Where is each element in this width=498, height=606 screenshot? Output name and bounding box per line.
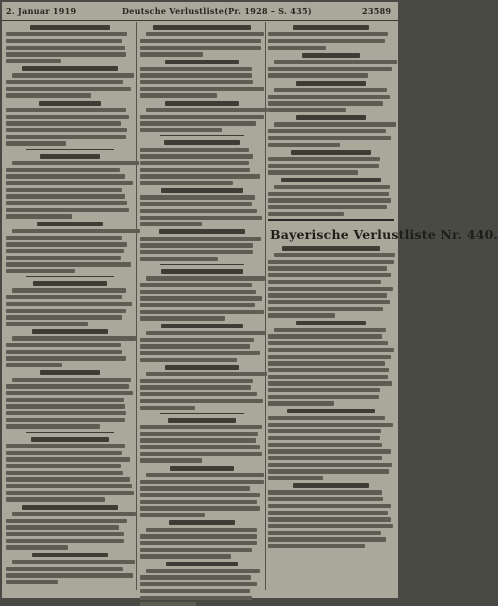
text-line	[140, 582, 257, 586]
entry-separator	[26, 149, 114, 150]
text-line	[6, 464, 121, 468]
text-line	[140, 67, 252, 71]
text-line	[268, 260, 394, 264]
text-line	[140, 115, 264, 119]
regiment-heading	[40, 370, 100, 375]
regiment-heading	[169, 520, 236, 525]
text-line	[274, 122, 396, 126]
regiment-heading	[30, 25, 110, 30]
text-line	[6, 135, 126, 139]
regiment-heading	[161, 269, 243, 274]
text-line	[268, 170, 358, 174]
text-line	[268, 381, 392, 385]
text-line	[6, 477, 130, 481]
regiment-heading	[161, 188, 242, 193]
entry-separator	[160, 135, 244, 136]
text-line	[6, 424, 100, 428]
text-line	[6, 398, 124, 402]
text-line	[140, 432, 258, 436]
text-line	[6, 188, 122, 192]
text-line	[140, 161, 249, 165]
text-line	[6, 363, 62, 367]
text-line	[6, 418, 125, 422]
text-line	[6, 315, 122, 319]
regiment-heading	[282, 246, 380, 251]
text-line	[268, 280, 381, 284]
text-line	[140, 458, 202, 462]
text-line	[268, 334, 382, 338]
entry-separator	[26, 276, 114, 277]
text-line	[140, 296, 262, 300]
text-line	[140, 87, 264, 91]
text-line	[6, 580, 58, 584]
text-line	[140, 303, 255, 307]
text-line	[268, 293, 387, 297]
text-line	[268, 192, 389, 196]
regiment-heading	[291, 150, 371, 155]
text-line	[268, 273, 391, 277]
text-line	[140, 493, 260, 497]
text-line	[268, 313, 335, 317]
text-line	[146, 32, 264, 36]
text-line	[268, 531, 381, 535]
text-line	[274, 60, 397, 64]
text-line	[140, 168, 250, 172]
text-line	[6, 32, 127, 36]
regiment-heading	[287, 409, 375, 414]
text-line	[140, 283, 252, 287]
text-line	[274, 253, 395, 257]
text-line	[140, 452, 262, 456]
text-line	[268, 388, 380, 392]
text-line	[140, 548, 252, 552]
text-line	[268, 476, 323, 480]
text-line	[146, 372, 267, 376]
text-line	[268, 511, 388, 515]
regiment-heading	[153, 25, 251, 30]
text-line	[268, 95, 390, 99]
text-line	[140, 154, 253, 158]
text-line	[6, 208, 129, 212]
text-line	[146, 276, 265, 280]
text-line	[140, 52, 203, 56]
text-line	[12, 512, 136, 516]
text-column-right	[268, 22, 498, 590]
text-line	[6, 87, 131, 91]
text-line	[268, 67, 392, 71]
text-line	[268, 524, 393, 528]
text-line	[268, 205, 387, 209]
regiment-heading	[32, 553, 107, 558]
text-line	[12, 288, 126, 292]
text-line	[6, 411, 126, 415]
text-line	[6, 236, 122, 240]
text-line	[140, 385, 251, 389]
text-line	[140, 93, 217, 97]
regiment-heading	[161, 324, 244, 329]
text-line	[268, 32, 388, 36]
header-page-number: 23589	[362, 6, 392, 16]
text-line	[268, 368, 389, 372]
regiment-heading	[296, 81, 366, 86]
text-line	[268, 416, 385, 420]
text-line	[268, 39, 385, 43]
text-line	[6, 384, 129, 388]
text-line	[140, 379, 253, 383]
text-line	[268, 504, 391, 508]
text-line	[268, 429, 381, 433]
text-line	[268, 129, 386, 133]
text-line	[6, 350, 122, 354]
text-line	[6, 497, 105, 501]
text-line	[6, 539, 124, 543]
text-line	[6, 573, 133, 577]
text-line	[140, 506, 260, 510]
text-line	[12, 378, 131, 382]
text-line	[140, 534, 257, 538]
text-line	[6, 194, 125, 198]
text-line	[140, 425, 262, 429]
text-line	[140, 243, 253, 247]
text-line	[140, 121, 256, 125]
text-line	[6, 93, 91, 97]
page-header	[2, 2, 398, 21]
text-line	[6, 52, 126, 56]
text-line	[6, 80, 123, 84]
text-line	[6, 343, 121, 347]
text-line	[268, 361, 385, 365]
entry-separator	[160, 413, 244, 414]
newspaper-page	[2, 2, 498, 598]
text-line	[140, 80, 253, 84]
text-line	[268, 469, 389, 473]
text-line	[268, 355, 391, 359]
text-line	[6, 545, 68, 549]
text-line	[268, 375, 388, 379]
text-line	[268, 436, 380, 440]
regiment-heading	[164, 140, 240, 145]
text-line	[6, 295, 122, 299]
section-title: Bayerische Verlustliste Nr. 440.	[270, 226, 498, 242]
text-line	[146, 569, 260, 573]
text-line	[6, 322, 88, 326]
text-line	[140, 399, 263, 403]
text-line	[274, 88, 387, 92]
text-line	[140, 554, 231, 558]
text-column-left	[6, 22, 134, 590]
regiment-heading	[168, 418, 236, 423]
text-line	[6, 181, 133, 185]
text-line	[6, 302, 132, 306]
text-line	[140, 181, 233, 185]
text-line	[268, 101, 383, 105]
regiment-heading	[296, 115, 366, 120]
text-line	[268, 164, 379, 168]
regiment-heading	[281, 178, 381, 183]
regiment-heading	[22, 66, 119, 71]
text-line	[140, 195, 255, 199]
regiment-heading	[165, 60, 239, 65]
text-line	[268, 157, 380, 161]
regiment-heading	[165, 101, 238, 106]
text-line	[140, 500, 257, 504]
text-line	[140, 148, 249, 152]
header-issue: (Pr. 1928 – S. 435)	[224, 6, 312, 16]
text-line	[6, 141, 66, 145]
regiment-heading	[39, 101, 100, 106]
text-line	[6, 256, 121, 260]
text-line	[6, 249, 124, 253]
text-line	[268, 395, 379, 399]
text-line	[12, 560, 135, 564]
text-line	[140, 290, 256, 294]
regiment-heading	[293, 25, 369, 30]
header-date: 2. Januar 1919	[6, 6, 77, 16]
regiment-heading	[37, 222, 102, 227]
text-line	[12, 229, 140, 233]
text-line	[268, 266, 387, 270]
text-line	[140, 202, 252, 206]
text-line	[140, 73, 252, 77]
text-line	[6, 309, 126, 313]
regiment-heading	[302, 53, 360, 58]
text-line	[268, 46, 326, 50]
text-line	[12, 336, 136, 340]
regiment-heading	[32, 329, 108, 334]
text-line	[274, 185, 390, 189]
text-line	[6, 59, 61, 63]
text-line	[268, 73, 368, 77]
column-rule	[136, 22, 137, 590]
text-line	[140, 480, 264, 484]
regiment-heading	[296, 321, 367, 326]
text-line	[12, 73, 134, 77]
text-line	[140, 316, 225, 320]
text-line	[140, 257, 218, 261]
text-line	[268, 108, 346, 112]
regiment-heading	[293, 483, 370, 488]
regiment-heading	[33, 281, 106, 286]
text-line	[6, 108, 126, 112]
section-rule	[268, 219, 394, 221]
text-line	[140, 174, 260, 178]
header-title: Deutsche Verlustliste	[122, 6, 225, 16]
text-line	[6, 532, 124, 536]
text-line	[146, 528, 257, 532]
text-line	[140, 358, 237, 362]
text-line	[268, 517, 391, 521]
text-line	[6, 491, 134, 495]
text-line	[268, 544, 365, 548]
text-line	[140, 338, 254, 342]
text-line	[268, 463, 392, 467]
text-line	[268, 341, 388, 345]
text-line	[140, 596, 252, 600]
text-line	[140, 575, 251, 579]
text-line	[140, 216, 262, 220]
text-line	[268, 497, 383, 501]
text-line	[6, 519, 127, 523]
text-line	[268, 490, 382, 494]
text-line	[268, 443, 382, 447]
text-line	[140, 406, 195, 410]
regiment-heading	[170, 466, 234, 471]
text-line	[140, 310, 264, 314]
text-line	[6, 484, 132, 488]
text-line	[268, 198, 391, 202]
text-line	[140, 541, 257, 545]
text-line	[6, 457, 130, 461]
text-line	[146, 473, 264, 477]
text-line	[140, 344, 250, 348]
text-line	[6, 391, 133, 395]
entry-separator	[160, 264, 244, 265]
text-line	[6, 214, 72, 218]
text-line	[140, 392, 257, 396]
text-line	[6, 356, 126, 360]
text-line	[140, 513, 205, 517]
text-line	[268, 212, 344, 216]
text-line	[140, 222, 202, 226]
text-line	[6, 269, 75, 273]
regiment-heading	[40, 154, 100, 159]
regiment-heading	[22, 505, 118, 510]
regiment-heading	[31, 437, 109, 442]
text-line	[6, 46, 125, 50]
text-line	[268, 401, 334, 405]
text-line	[6, 174, 125, 178]
text-line	[268, 537, 386, 541]
text-line	[268, 287, 393, 291]
text-line	[140, 438, 256, 442]
text-line	[268, 348, 394, 352]
text-line	[140, 128, 222, 132]
text-line	[140, 250, 253, 254]
text-line	[12, 161, 139, 165]
text-line	[268, 423, 393, 427]
text-line	[140, 237, 261, 241]
text-line	[268, 136, 391, 140]
text-line	[140, 46, 261, 50]
text-line	[6, 525, 119, 529]
text-line	[6, 451, 122, 455]
text-line	[6, 242, 127, 246]
text-line	[268, 307, 383, 311]
regiment-heading	[159, 229, 246, 234]
text-line	[268, 449, 391, 453]
text-line	[6, 262, 131, 266]
text-line	[268, 300, 390, 304]
regiment-heading	[165, 365, 239, 370]
text-line	[146, 331, 266, 335]
text-line	[6, 168, 120, 172]
text-line	[268, 456, 382, 460]
text-line	[6, 444, 125, 448]
text-column-middle	[140, 22, 264, 590]
text-line	[6, 115, 129, 119]
text-line	[6, 404, 125, 408]
text-line	[140, 209, 257, 213]
entry-separator	[26, 432, 114, 433]
text-line	[6, 567, 123, 571]
text-line	[140, 589, 250, 593]
text-line	[6, 471, 123, 475]
text-line	[140, 39, 261, 43]
text-line	[274, 328, 386, 332]
text-line	[146, 108, 268, 112]
text-line	[268, 143, 340, 147]
text-line	[6, 201, 127, 205]
text-line	[6, 121, 121, 125]
text-line	[140, 602, 196, 606]
text-line	[6, 128, 127, 132]
text-line	[6, 39, 122, 43]
text-line	[140, 486, 250, 490]
text-line	[140, 351, 260, 355]
regiment-heading	[166, 562, 238, 567]
text-line	[140, 445, 260, 449]
